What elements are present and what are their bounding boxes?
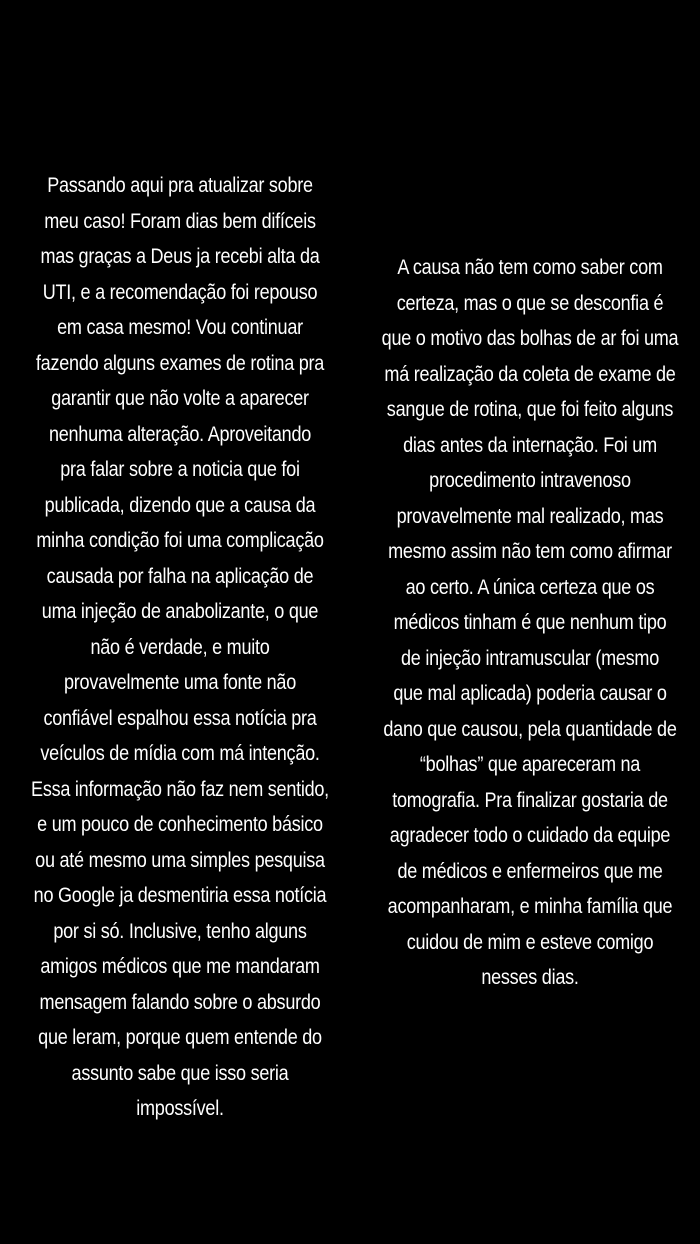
- text-line: não é verdade, e muito: [90, 635, 270, 659]
- text-line: dano que causou, pela quantidade de: [383, 717, 677, 741]
- text-line: confiável espalhou essa notícia pra: [43, 706, 317, 730]
- text-line: em casa mesmo! Vou continuar: [57, 316, 303, 339]
- text-line: tomografia. Pra finalizar gostaria de: [392, 788, 668, 812]
- text-line: mas graças a Deus ja recebi alta da: [40, 245, 320, 268]
- text-line: fazendo alguns exames de rotina pra: [35, 351, 325, 375]
- text-line: provavelmente mal realizado, mas: [396, 504, 664, 528]
- text-line: agradecer todo o cuidado da equipe: [389, 824, 671, 847]
- text-line: uma injeção de anabolizante, o que: [41, 600, 319, 623]
- text-line: nenhuma alteração. Aproveitando: [48, 422, 312, 446]
- text-line: mensagem falando sobre o absurdo: [39, 990, 321, 1014]
- text-line: e um pouco de conhecimento básico: [37, 813, 323, 836]
- text-line: sangue de rotina, que foi feito alguns: [386, 398, 674, 421]
- text-line: certeza, mas o que se desconfia é: [396, 291, 664, 315]
- text-line: Essa informação não faz nem sentido,: [31, 777, 329, 801]
- text-line: UTI, e a recomendação foi repouso: [42, 280, 318, 304]
- text-line: no Google ja desmentiria essa notícia: [33, 884, 327, 907]
- text-line: A causa não tem como saber com: [397, 256, 663, 279]
- text-line: publicada, dizendo que a causa da: [44, 493, 316, 517]
- text-line: “bolhas” que apareceram na: [419, 753, 641, 776]
- text-line: de injeção intramuscular (mesmo: [401, 646, 659, 670]
- text-line: amigos médicos que me mandaram: [40, 955, 320, 978]
- text-line: ou até mesmo uma simples pesquisa: [35, 848, 325, 872]
- text-line: que mal aplicada) poderia causar o: [393, 682, 667, 705]
- story-text-right: [371, 250, 689, 996]
- text-line: dias antes da internação. Foi um: [403, 433, 657, 457]
- text-line: de médicos e enfermeiros que me: [397, 859, 663, 883]
- text-line: que o motivo das bolhas de ar foi uma: [381, 327, 679, 350]
- text-line: cuidou de mim e esteve comigo: [406, 930, 654, 954]
- text-line: mesmo assim não tem como afirmar: [388, 540, 672, 563]
- text-line: que leram, porque quem entende do: [38, 1026, 322, 1049]
- text-line: médicos tinham é que nenhum tipo: [393, 611, 667, 634]
- text-line: má realização da coleta de exame de: [384, 362, 676, 386]
- text-line: impossível.: [136, 1097, 224, 1120]
- text-line: nesses dias.: [481, 966, 579, 989]
- text-line: por si só. Inclusive, tenho alguns: [53, 919, 307, 943]
- text-line: meu caso! Foram dias bem difíceis: [44, 209, 316, 233]
- text-line: assunto sabe que isso seria: [71, 1061, 289, 1085]
- story-text-left: [23, 168, 336, 1127]
- text-line: pra falar sobre a noticia que foi: [60, 458, 300, 481]
- text-line: ao certo. A única certeza que os: [405, 575, 655, 599]
- text-line: causada por falha na aplicação de: [46, 564, 314, 588]
- text-line: procedimento intravenoso: [429, 469, 631, 492]
- text-line: minha condição foi uma complicação: [36, 529, 324, 552]
- text-line: garantir que não volte a aparecer: [51, 387, 309, 410]
- text-line: acompanharam, e minha família que: [387, 895, 673, 918]
- text-line: veículos de mídia com má intenção.: [40, 742, 320, 765]
- text-line: Passando aqui pra atualizar sobre: [47, 174, 313, 197]
- text-line: provavelmente uma fonte não: [64, 671, 296, 694]
